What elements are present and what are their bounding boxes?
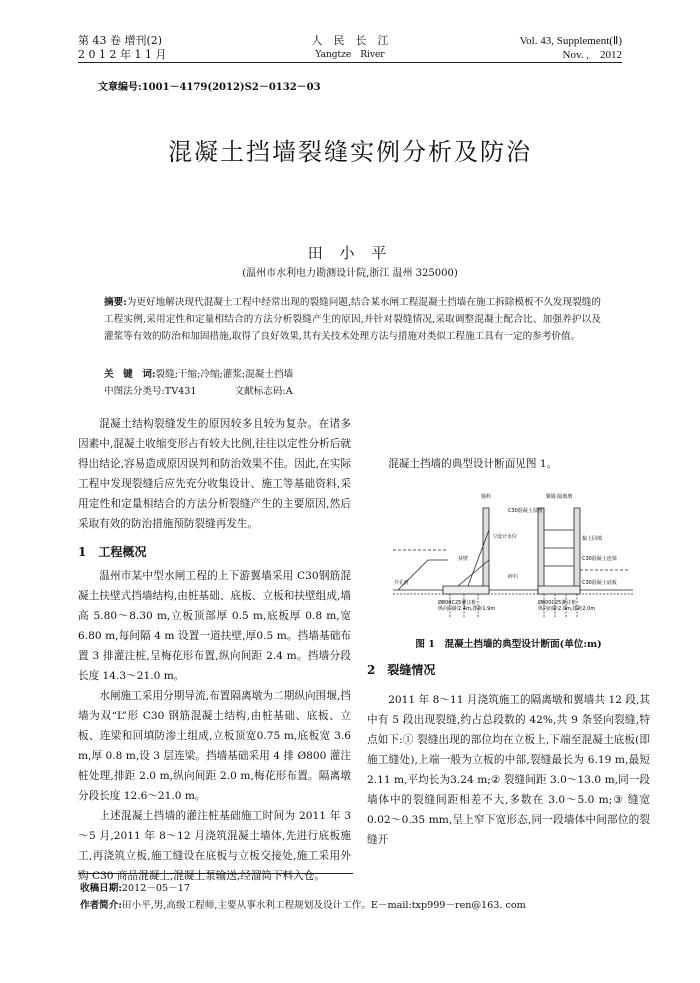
keywords <box>104 366 293 380</box>
author-affiliation: (温州市水利电力勘测设计院,浙江 温州 325000) <box>242 268 458 279</box>
author-name: 田 小 平 <box>307 244 393 262</box>
section-2-paragraph-1: 2011 年 8～11 月浇筑施工的隔离墩和翼墙共 12 段,其中有 5 段出现裂缝,约占总段数的 42%,共 9 条竖向裂缝,特点如下:① 裂缝出现的部位均在立板上,下端至混凝土底板(即施工缝处),上端一般为立板的中部,裂缝最长为 6.19 m,最短 2.11 m,平均长为3.24 m;② 裂缝间距 3.0～13.0 m,同一段墙体中的裂缝间距相差不大,多数在 3.0～5.0 m;③ 缝宽 0.02～0.35 mm,呈上窄下宽形态,同一段墙体中间部位的裂缝开 <box>367 694 650 846</box>
received-label: 收稿日期: <box>80 883 122 894</box>
label-design-water: ▽设计水位 <box>493 534 517 540</box>
label-pile-left: Ø800C25灌注桩 <box>438 600 477 606</box>
figure-caption: 图 1 混凝土挡墙的典型设计断面(单位:m) <box>415 639 602 650</box>
intro-paragraph: 混凝土结构裂缝发生的原因较多且较为复杂。在诸多因素中,混凝土收缩变形占有较大比例,往往以定性分析后就得出结论,容易造成原因误判和防治效果不佳。因此,在实际工程中发现裂缝后应先充分收集设计、施工等基础资料,采用定性和定量相结合的方法分析裂缝产生的主要原因,然后采取有效的防治措施预防裂缝再发生。 <box>78 418 351 530</box>
article-number: 文章编号:1001－4179(2012)S2－0132－03 <box>98 82 321 93</box>
received-value: 2012－05－17 <box>121 883 190 894</box>
header-rule <box>78 62 622 63</box>
header-right <box>520 34 622 62</box>
design-section-figure <box>388 490 638 628</box>
volume-info-en: Vol. 43, Supplement(Ⅱ) <box>519 35 622 47</box>
abstract-label: 摘要: <box>104 297 127 308</box>
label-fill: 升孔桩 <box>394 580 410 586</box>
journal-name-cn: 人 民 长 江 <box>311 34 389 47</box>
bio-label: 作者简介: <box>80 900 122 911</box>
label-zone: 扶壁 <box>458 556 469 562</box>
keywords-text: 裂缝;干缩;冷缩;灌浆;混凝土挡墙 <box>155 369 294 380</box>
bio-text: 田小平,男,高级工程师,主要从事水利工程规划及设计工作。E－mail:txp999－ren@163. com <box>121 900 526 911</box>
clc-number: 中图法分类号:TV431 <box>104 386 197 397</box>
classification <box>104 383 331 397</box>
document-code: 文献标志码:A <box>234 386 293 397</box>
issue-date-en: Nov. , 2012 <box>562 49 622 61</box>
label-gravel: 碎石 <box>508 574 519 580</box>
label-tie-rod: 锚栓 <box>480 494 492 500</box>
label-pile-left-spacing: 纵向间距2.4m,排距1.9m <box>438 606 496 612</box>
section-2-heading: 2 裂缝情况 <box>367 663 436 677</box>
received-date <box>80 880 190 894</box>
right-column-top <box>367 414 650 474</box>
issue-date: 2 0 1 2 年 1 1 月 <box>78 48 167 61</box>
right-column-bottom <box>367 660 650 850</box>
label-tie-beam: C30混凝土连梁 <box>582 556 617 562</box>
author-bio <box>80 897 526 911</box>
keywords-label: 关 键 词: <box>104 369 156 380</box>
footnote-rule <box>78 873 353 874</box>
left-column <box>78 414 351 886</box>
paper-title: 混凝土挡墙裂缝实例分析及防治 <box>168 138 532 166</box>
section-1-heading: 1 工程概况 <box>78 545 147 559</box>
label-backfill: 黏土回填 <box>582 536 603 542</box>
section-1-paragraph-3: 上述混凝土挡墙的灌注桩基础施工时间为 2011 年 3～5 月,2011 年 8～12 月浇筑混凝土墙体,先进行底板施工,再浇筑立板,施工缝设在底板与立板交接处,施工采用外购 C30 商品混凝土,混凝土泵输送,经溜筒下料入仓。 <box>78 810 351 882</box>
running-header <box>78 34 622 74</box>
label-pile-right-spacing: 纵向间距2.0m,排距2.0m <box>538 606 596 612</box>
journal-name-en: Yangtze River <box>315 50 385 60</box>
section-1-paragraph-4: 混凝土挡墙的典型设计断面见图 1。 <box>388 458 558 470</box>
abstract <box>104 294 601 345</box>
label-buttress: C30混凝土扶壁 <box>508 508 543 514</box>
volume-info: 第 43 卷 增刊(2) <box>78 34 163 47</box>
label-pile-right: Ø800C25灌注桩 <box>538 600 577 606</box>
label-wing-wall: 翼墙 隔离墩 <box>545 494 573 500</box>
section-1-paragraph-1: 温州市某中型水闸工程的上下游翼墙采用 C30钢筋混凝土扶壁式挡墙结构,由桩基础、底板、立板和扶壁组成,墙高 5.80～8.30 m,立板顶部厚 0.5 m,底板厚 0.8 m,宽 6.80 m,每间隔 4 m 设置一道扶壁,厚0.5 m。挡墙基础布置 3 排灌注桩,呈梅花形布置,纵向间距 2.4 m。挡墙分段长度 14.3～21.0 m。 <box>78 570 351 682</box>
label-slab: C30混凝土底板 <box>582 580 617 586</box>
section-1-paragraph-2: 水闸施工采用分期导流,布置隔离墩为二期纵向围堰,挡墙为双“L”形 C30 钢筋混凝土结构,由桩基础、底板、立板、连梁和回填防渗土组成,立板顶宽0.75 m,底板宽 3.6 m,厚 0.8 m,设 3 层连梁。挡墙基础采用 4 排 Ø800 灌注桩处理,排距 2.0 m,纵向间距 2.0 m,梅花形布置。隔离墩分段长度 12.6～21.0 m。 <box>78 690 351 802</box>
abstract-text: 为更好地解决现代混凝土工程中经常出现的裂缝问题,结合某水闸工程混凝土挡墙在施工拆除模板不久发现裂缝的工程实例,采用定性和定量相结合的方法分析裂缝产生的原因,并针对裂缝情况,采取调整混凝土配合比、加强养护以及灌浆等有效的防治和加固措施,取得了良好效果,其有关技术处理方法与措施对类似工程施工具有一定的参考价值。 <box>104 297 601 342</box>
